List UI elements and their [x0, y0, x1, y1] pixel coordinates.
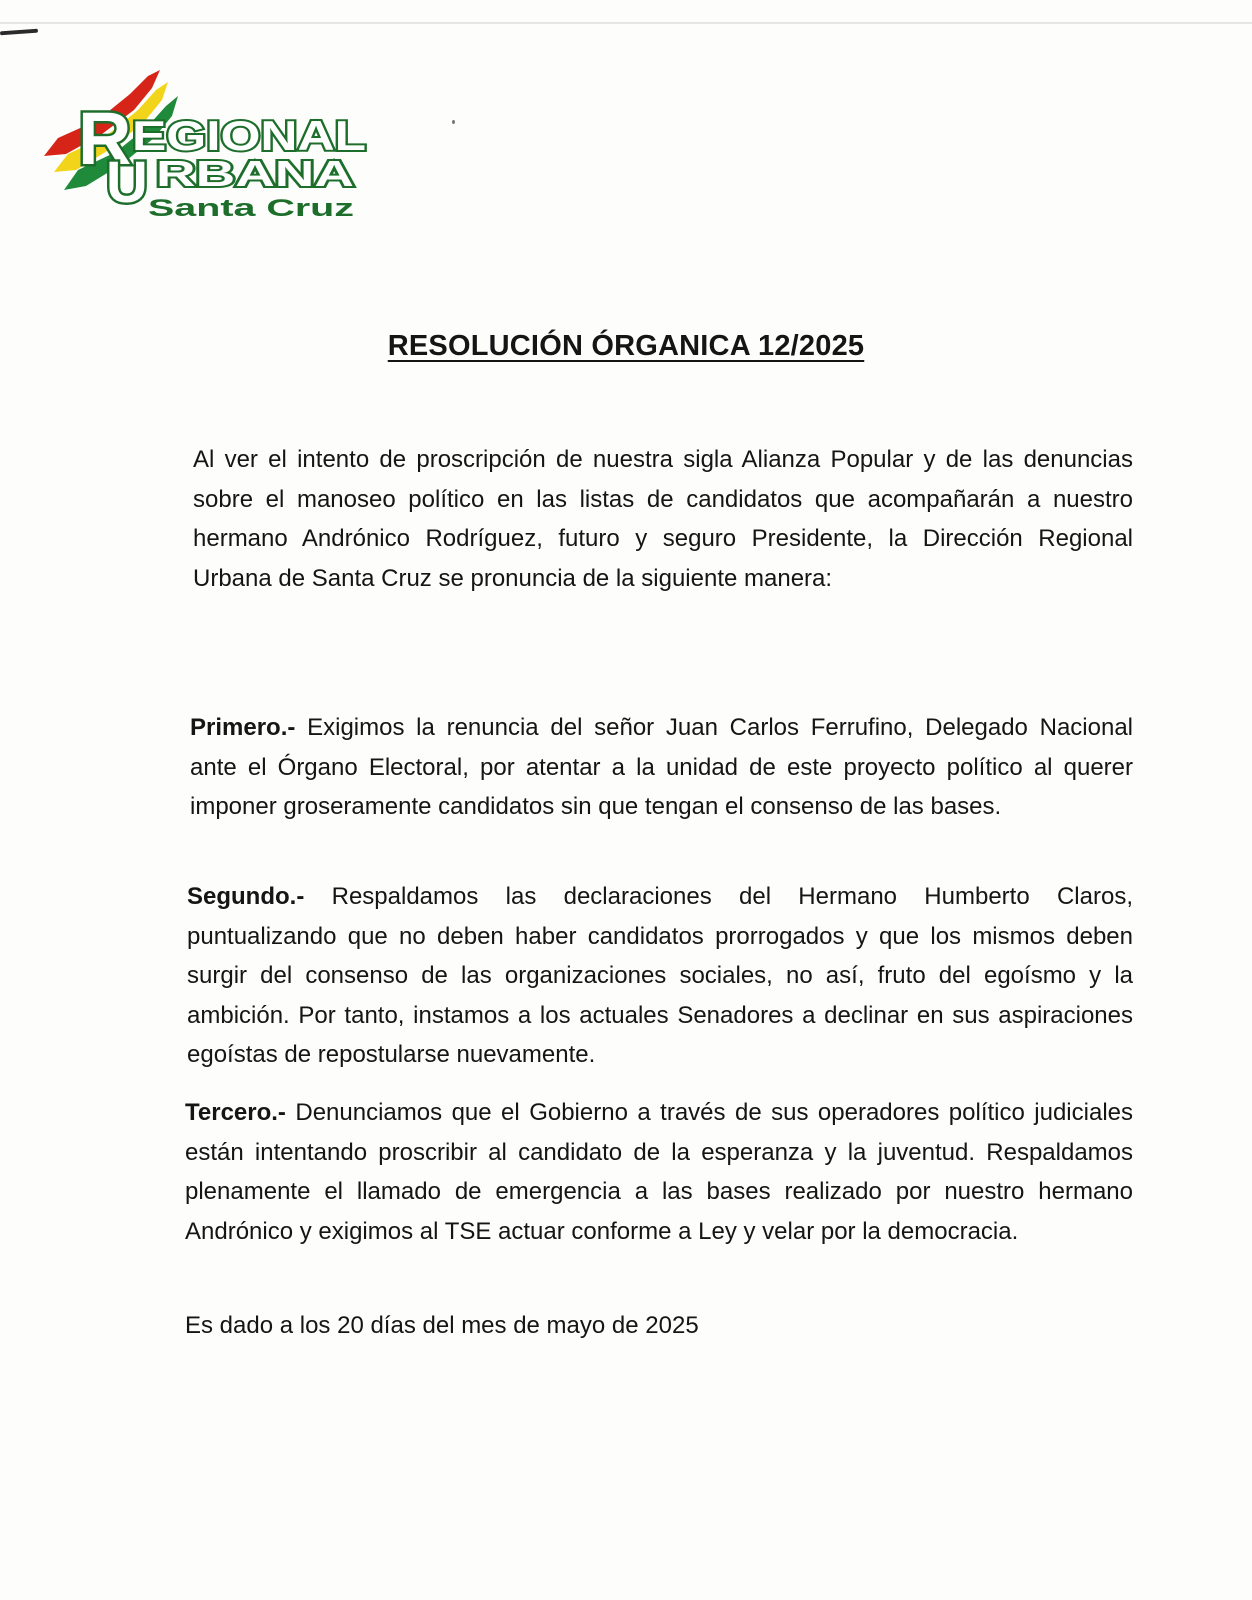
point-primero-text: Exigimos la renuncia del señor Juan Carlos Ferrufino, Delegado Nacional ante el Órgano Electoral, por atentar a la unidad de este proyecto político al querer imponer groseramente candidatos sin que tengan el consenso de las bases. — [190, 714, 1133, 820]
document-title: RESOLUCIÓN ÓRGANICA 12/2025 — [387, 330, 865, 362]
logo-initial-u: U — [106, 150, 148, 215]
point-primero — [190, 708, 1133, 827]
point-tercero-label: Tercero.- — [185, 1099, 286, 1126]
scan-edge — [0, 22, 1252, 24]
logo-initial-r: R — [78, 97, 132, 180]
scan-speck — [452, 120, 455, 124]
point-segundo-text: Respaldamos las declaraciones del Hermano Humberto Claros, puntualizando que no deben haber candidatos prorrogados y que los mismos deben surgir del consenso de las organizaciones sociales, no así, fruto del egoísmo y la ambición. Por tanto, instamos a los actuales Senadores a declinar en sus aspiraciones egoístas de repostularse nuevamente. — [187, 883, 1133, 1068]
logo-line3: Santa Cruz — [148, 195, 354, 222]
point-segundo-label: Segundo.- — [187, 883, 305, 910]
point-tercero — [185, 1093, 1133, 1251]
intro-paragraph: Al ver el intento de proscripción de nuestra sigla Alianza Popular y de las denuncias sobre el manoseo político en las listas de candidatos que acompañarán a nuestro hermano Andrónico Rodríguez, futuro y seguro Presidente, la Dirección Regional Urbana de Santa Cruz se pronuncia de la siguiente manera: — [193, 446, 1133, 592]
point-tercero-text: Denunciamos que el Gobierno a través de sus operadores político judiciales están intentando proscribir al candidato de la esperanza y la juventud. Respaldamos plenamente el llamado de emergencia a las bases realizado por nuestro hermano Andrónico y exigimos al TSE actuar conforme a Ley y velar por la democracia. — [185, 1099, 1133, 1245]
logo-line1: EGIONAL — [132, 112, 366, 159]
logo-line2: RBANA — [156, 153, 354, 194]
regional-urbana-logo — [38, 60, 378, 230]
closing-date-line: Es dado a los 20 días del mes de mayo de 2025 — [185, 1312, 699, 1339]
point-segundo — [187, 877, 1133, 1075]
scan-mark — [0, 29, 38, 36]
point-primero-label: Primero.- — [190, 714, 296, 741]
